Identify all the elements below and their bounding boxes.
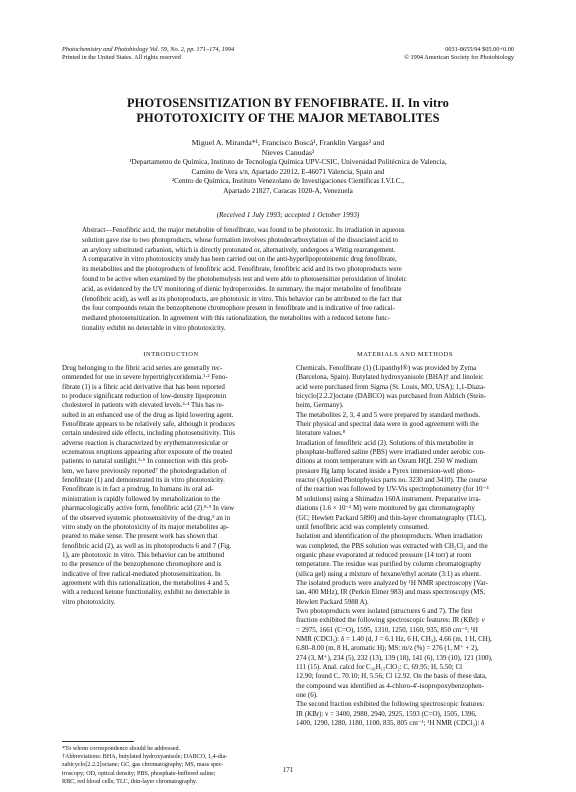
text-line: until fenofibric acid was completely consumed. xyxy=(296,522,429,531)
received-dates: (Received 1 July 1993; accepted 1 October 1993) xyxy=(216,211,360,219)
text-line: 274 (3, M⁺), 234 (5), 232 (13), 139 (18), 141 (6), 139 (10), 121 (100), xyxy=(296,653,493,662)
text-line: 12.90; found C, 70.10; H, 5.56; Cl 12.92. On the basis of these data, xyxy=(296,672,487,681)
abstract-line: solution gave rise to two photoproducts, whose formation involves photodecarboxylation of the dissociated acid to xyxy=(82,236,398,244)
introduction-text xyxy=(62,364,280,607)
text-line: Hewlett Packard 5988 A). xyxy=(296,597,369,606)
abstract-line: (fenofibric acid), as well as its photoproducts, are phototoxic in vitro. This behavior can be attributed to the fact that xyxy=(82,295,402,303)
text-line: organic phase evaporated at reduced pressure (14 torr) at room xyxy=(296,550,472,559)
abstract-line: acid, as evidenced by the UV monitoring of dienic hydroperoxides. In summary, the major metabolite of fenofibrate xyxy=(82,285,402,293)
text-line: (silica gel) using a mixture of hexane/ethyl acetate (3:1) as eluent. xyxy=(296,569,481,578)
abstract-line: Abstract—Fenofibric acid, the major metabolite of fenofibrate, was found to be phototoxic. Its irradiation in aqueous xyxy=(82,227,405,234)
text-line: ommended for use in severe hypertriglyceridemia.¹·² Feno- xyxy=(62,373,228,382)
text-line: patients to natural sunlight.⁵·⁶ In connection with this prob- xyxy=(62,457,229,466)
text-line: IR (KBr): ν = 3400, 2980, 2940, 2925, 1593 (C=O), 1505, 1396, xyxy=(296,709,477,718)
affiliation-line: Camino de Vera s/n, Apartado 22012, E-46071 Valencia, Spain and xyxy=(191,167,385,176)
text-line: ministration is rapidly followed by metabolization to the xyxy=(62,494,221,503)
abstract xyxy=(82,226,494,334)
text-line: Isolation and identification of the photoproducts. When irradiation xyxy=(296,532,483,541)
text-line: pressure Hg lamp located inside a Pyrex immersion-well photo- xyxy=(296,466,475,475)
text-line: certain undesired side effects, including photosensitivity. This xyxy=(62,429,236,438)
journal-header-left xyxy=(62,46,312,62)
text-line: Chemicals. Fenofibrate (1) (Lipanthyl®) was provided by Zyma xyxy=(296,364,477,372)
materials-methods-text xyxy=(296,364,514,728)
printed-notice: Printed in the United States. All rights reserved xyxy=(62,54,181,61)
text-line: lem, we have previously reported⁷ the photodegradation of xyxy=(62,466,227,475)
text-line: (Barcelona, Spain). Butylated hydroxyanisole (BHA)† and linoleic xyxy=(296,373,484,382)
text-line: = 2975, 1661 (C=O), 1595, 1310, 1250, 1160, 935, 850 cm⁻¹; ¹H xyxy=(296,625,478,634)
text-line: vitro phototoxicity. xyxy=(62,597,116,606)
author-list xyxy=(70,138,506,158)
text-line: 111 (15). Anal. calcd for C₁₆H₁₅ClO₂: C, 69.95; H, 5.50; Cl xyxy=(296,663,463,671)
footnote-line: RBC, red blood cells; TLC, thin-layer chromatography. xyxy=(62,778,198,785)
footnote-line: †Abbreviations: BHA, butylated hydroxyanisole; DABCO, 1,4-dia- xyxy=(62,754,228,761)
text-line: Two photoproducts were isolated (structures 6 and 7). The first xyxy=(296,606,473,615)
paper-title xyxy=(70,96,506,126)
journal-header-right xyxy=(314,46,514,62)
affiliation-line: Apartado 21827, Caracas 1020-A, Venezuela xyxy=(223,186,353,195)
journal-citation: Photochemistry and Photobiology Vol. 59, No. 2, pp. 171–174, 1994 xyxy=(62,46,235,53)
text-line: The metabolites 2, 3, 4 and 5 were prepared by standard methods. xyxy=(296,410,481,419)
text-line: fibrate (1) is a fibric acid derivative that has been reported xyxy=(62,382,225,391)
title-line-2: PHOTOTOXICITY OF THE MAJOR METABOLITES xyxy=(136,111,440,125)
text-line: heim, Germany). xyxy=(296,401,344,410)
abstract-line: A comparative in vitro phototoxicity study has been carried out on the anti-hyperlipoproteinemic drug fenofibrate, xyxy=(82,256,397,264)
authors-line-2: Nieves Canudas² xyxy=(261,148,315,157)
abstract-line: the four compounds retain the benzophenone chromophore present in fenofibrate and is indicative of free radical- xyxy=(82,305,395,313)
abstract-line: tionality exhibit no detectable in vitro phototoxicity. xyxy=(82,324,226,332)
text-line: of the observed systemic photosensitivity of the drug,⁵ an in xyxy=(62,513,231,522)
text-line: Irradiation of fenofibric acid (2). Solutions of this metabolite in xyxy=(296,438,474,447)
footnote-divider xyxy=(62,741,134,742)
affiliations xyxy=(70,158,506,196)
text-line: was completed, the PBS solution was extracted with CH₂Cl₂ and the xyxy=(296,541,488,550)
text-line: bicyclo[2.2.2]octane (DABCO) was purchased from Aldrich (Stein- xyxy=(296,392,487,401)
page-number: 171 xyxy=(282,766,294,774)
text-line: acid were purchased from Sigma (St. Louis, MO, USA); 1,1-Diaza- xyxy=(296,382,486,391)
materials-methods-heading: MATERIALS AND METHODS xyxy=(356,351,454,358)
text-line: fenofibric acid (2), as well as its photoproducts 6 and 7 (Fig. xyxy=(62,541,232,550)
text-line: peared to make sense. The present work has shown that xyxy=(62,532,218,541)
introduction-heading: INTRODUCTION xyxy=(143,351,199,358)
text-line: Fenofibrate appears to be relatively safe, although it produces xyxy=(62,420,235,429)
text-line: temperature. The residue was purified by column chromatography xyxy=(296,560,482,569)
text-line: eczematous eruptions appearing after exposure of the treated xyxy=(62,448,233,457)
text-line: ditions at room temperature with an Osram HQL 250 W medium xyxy=(296,457,478,466)
footnote-line: *To whom correspondence should be addressed. xyxy=(62,746,181,752)
text-line: The isolated products were analyzed by ¹H NMR spectroscopy (Var- xyxy=(296,578,488,587)
text-line: NMR (CDCl₃): δ = 1.40 (d, J = 6.1 Hz, 6 H, CH₃), 4.66 (m, 1 H, CH), xyxy=(296,634,492,643)
text-line: fraction exhibited the following spectroscopic features: IR (KBr): ν xyxy=(296,616,485,625)
text-line: indicative of free radical-mediated photosensitization. In xyxy=(62,569,221,578)
text-line: (GC; Hewlett Packard 5890) and thin-layer chromatography (TLC), xyxy=(296,513,487,522)
text-line: cholesterol in patients with elevated levels.³·⁴ This has re- xyxy=(62,401,225,410)
text-line: pharmacologically active form, fenofibric acid (2).⁸·⁹ In view xyxy=(62,504,235,513)
text-line: agreement with this rationalization, the metabolites 4 and 5, xyxy=(62,578,230,587)
text-line: Drug belonging to the fibric acid series are generally rec- xyxy=(62,364,223,372)
text-line: literature values.⁸ xyxy=(296,429,346,438)
abstract-line: mediated photosensitization. In agreement with this rationalization, the metabolites with a reduced ketone func- xyxy=(82,315,390,323)
title-line-1: PHOTOSENSITIZATION BY FENOFIBRATE. II. In vitro xyxy=(126,96,450,110)
text-line: 1), are phototoxic in vitro. This behavior can be attributed xyxy=(62,550,225,559)
text-line: one (6). xyxy=(296,691,318,700)
text-line: the compound was identified as 4-chloro-4′-isopropoxybenzophen- xyxy=(296,681,484,690)
text-line: with a reduced ketone functionality, exhibit no detectable in xyxy=(62,588,230,597)
issn-line: 0031-8655/94 $05.00+0.00 xyxy=(445,46,514,53)
affiliation-line: ²Centro de Química, Instituto Venezolano de Investigaciones Científicas I.V.I.C., xyxy=(171,177,405,186)
abstract-line: an aryloxy substituted carbanion, which is directly protonated or, alternatively, undergoes a Wittig rearrangement. xyxy=(82,246,396,254)
text-line: phosphate-buffered saline (PBS) were irradiated under aerobic con- xyxy=(296,448,486,457)
text-line: M solutions) using a Shimadzu 160A instrument. Preparative irra- xyxy=(296,494,481,503)
affiliation-line: ¹Departamento de Química, Instituto de Tecnología Química UPV-CSIC, Universidad Politécnica de Valencia, xyxy=(129,158,447,166)
text-line: Their physical and spectral data were in good agreement with the xyxy=(296,420,479,429)
footnote-line: troscopy; OD, optical density; PBS, phosphate-buffered saline; xyxy=(62,770,216,777)
text-line: diations (1.6 × 10⁻² M) were monitored by gas chromatography xyxy=(296,504,475,513)
abstract-line: found to be active when examined by the photohemolysis test and were able to photosensitize peroxidation of linoleic xyxy=(82,275,407,283)
text-line: fenofibrate (1) and demonstrated its in vitro phototoxicity. xyxy=(62,476,225,485)
text-line: reactor (Applied Photophysics parts no. 3230 and 3410). The course xyxy=(296,476,487,485)
text-line: to produce significant reduction of low-density lipoprotein xyxy=(62,392,227,401)
abstract-line: its metabolites and the photoproducts of fenofibric acid. Fenofibrate, fenofibric acid and its two photoproducts were xyxy=(82,266,402,274)
text-line: of the reaction was followed by UV-Vis spectrophotometry (for 10⁻⁴ xyxy=(296,485,489,494)
authors-line-1: Miguel A. Miranda*¹, Francisco Boscá¹, Franklin Vargas² and xyxy=(191,138,385,147)
text-line: ian, 400 MHz), IR (Perkin Elmer 983) and mass spectroscopy (MS, xyxy=(296,588,486,597)
copyright-line: © 1994 American Society for Photobiology xyxy=(404,54,514,61)
footnote-line: zabicyclo[2.2.2]octane; GC, gas chromatography; MS, mass spec- xyxy=(62,762,224,769)
text-line: to the presence of the benzophenone chromophore and is xyxy=(62,560,222,569)
text-line: The second fraction exhibited the following spectroscopic features: xyxy=(296,700,485,709)
text-line: vitro study on the phototoxicity of its major metabolites ap- xyxy=(62,522,230,531)
text-line: adverse reaction is characterized by erythematovesicular or xyxy=(62,438,228,447)
text-line: sulted in an enhanced use of the drug as lipid lowering agent. xyxy=(62,410,234,419)
text-line: Fenofibrate is in fact a prodrug. In humans its oral ad- xyxy=(62,485,214,494)
text-line: 6.80–8.00 (m, 8 H, aromatic H); MS: m/z (%) = 276 (1, M⁺ + 2), xyxy=(296,644,479,653)
text-line: 1400, 1290, 1280, 1180, 1100, 835, 805 cm⁻¹; ¹H NMR (CDCl₃): δ xyxy=(296,719,485,728)
